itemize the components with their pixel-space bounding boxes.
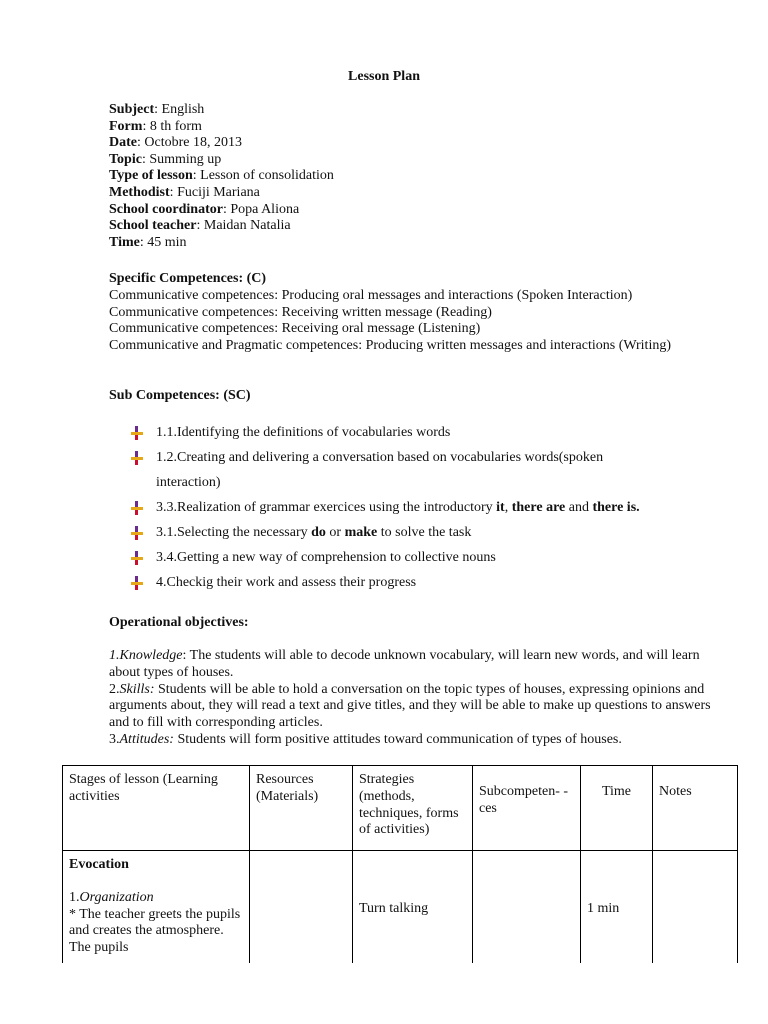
- page-title: Lesson Plan: [348, 69, 420, 84]
- info-topic: Topic: Summing up: [109, 151, 222, 167]
- competence-item: Communicative competences: Receiving written message (Reading): [109, 304, 492, 320]
- header-stages: Stages of lesson (Learning activities: [63, 766, 250, 851]
- sub-competence-item: 3.4.Getting a new way of comprehension to collective nouns: [130, 545, 710, 570]
- specific-competences-heading: Specific Competences: (C): [109, 271, 267, 286]
- notes-cell: [653, 851, 738, 963]
- lesson-info: [109, 102, 729, 251]
- info-subject: Subject: English: [109, 102, 205, 117]
- header-strategies: Strategies (methods, techniques, forms of activities): [353, 766, 473, 851]
- info-time: Time: 45 min: [109, 234, 187, 250]
- sub-competences-heading: Sub Competences: (SC): [109, 388, 251, 403]
- competence-item: Communicative and Pragmatic competences: Producing written messages and interactions (Writing): [109, 337, 672, 353]
- pushpin-bullet-icon: [130, 451, 144, 465]
- pushpin-bullet-icon: [130, 501, 144, 515]
- header-resources: Resources (Materials): [250, 766, 353, 851]
- pushpin-bullet-icon: [130, 551, 144, 565]
- subcompetences-cell: [473, 851, 581, 963]
- strategies-cell: Turn talking: [353, 851, 473, 963]
- competence-item: Communicative competences: Receiving oral message (Listening): [109, 321, 481, 337]
- stage-cell: [63, 851, 250, 963]
- info-date: Date: Octobre 18, 2013: [109, 135, 242, 151]
- objective-skills: 2.Skills: Students will be able to hold a conversation on the topic types of houses, expressing opinions and arguments about, they will read a text and give titles, and they will be able to make up questions to answers and to fill with corresponding articles.: [109, 681, 711, 731]
- competence-item: Communicative competences: Producing oral messages and interactions (Spoken Interaction): [109, 288, 633, 303]
- sub-competence-item: 1.2.Creating and delivering a conversation based on vocabularies words(spoken interaction): [130, 445, 710, 495]
- resources-cell: [250, 851, 353, 963]
- objective-knowledge: 1.Knowledge: The students will able to decode unknown vocabulary, will learn new words, and will learn about types of houses.: [109, 648, 700, 680]
- pushpin-bullet-icon: [130, 526, 144, 540]
- sub-competence-item: 4.Checkig their work and assess their progress: [130, 570, 710, 595]
- table-row: [63, 851, 738, 963]
- lesson-table: [62, 765, 738, 963]
- sub-competence-item: 3.3.Realization of grammar exercices using the introductory it, there are and there is.: [130, 495, 710, 520]
- header-subcompetences: Subcompeten- -ces: [473, 766, 581, 851]
- stage-organization: 1.Organization: [69, 889, 154, 905]
- operational-objectives: [109, 648, 714, 749]
- objective-attitudes: 3.Attitudes: Students will form positive attitudes toward communication of types of houses.: [109, 731, 622, 747]
- sub-competence-item: 1.1.Identifying the definitions of vocabularies words: [130, 420, 710, 445]
- pushpin-bullet-icon: [130, 426, 144, 440]
- stage-section-title: Evocation: [69, 857, 129, 872]
- info-coordinator: School coordinator: Popa Aliona: [109, 201, 300, 217]
- sub-competences-list: [130, 420, 710, 595]
- info-methodist: Methodist: Fuciji Mariana: [109, 184, 260, 200]
- header-notes: Notes: [653, 766, 738, 851]
- info-type: Type of lesson: Lesson of consolidation: [109, 168, 334, 184]
- stage-organization-text: * The teacher greets the pupils and creates the atmosphere. The pupils: [69, 906, 241, 956]
- sub-competence-item: 3.1.Selecting the necessary do or make to solve the task: [130, 520, 710, 545]
- time-cell: 1 min: [581, 851, 653, 963]
- table-header-row: [63, 766, 738, 851]
- info-form: Form: 8 th form: [109, 118, 202, 134]
- specific-competences-list: [109, 288, 709, 354]
- header-time: Time: [581, 766, 653, 851]
- pushpin-bullet-icon: [130, 576, 144, 590]
- info-teacher: School teacher: Maidan Natalia: [109, 218, 291, 234]
- operational-objectives-heading: Operational objectives:: [109, 615, 249, 630]
